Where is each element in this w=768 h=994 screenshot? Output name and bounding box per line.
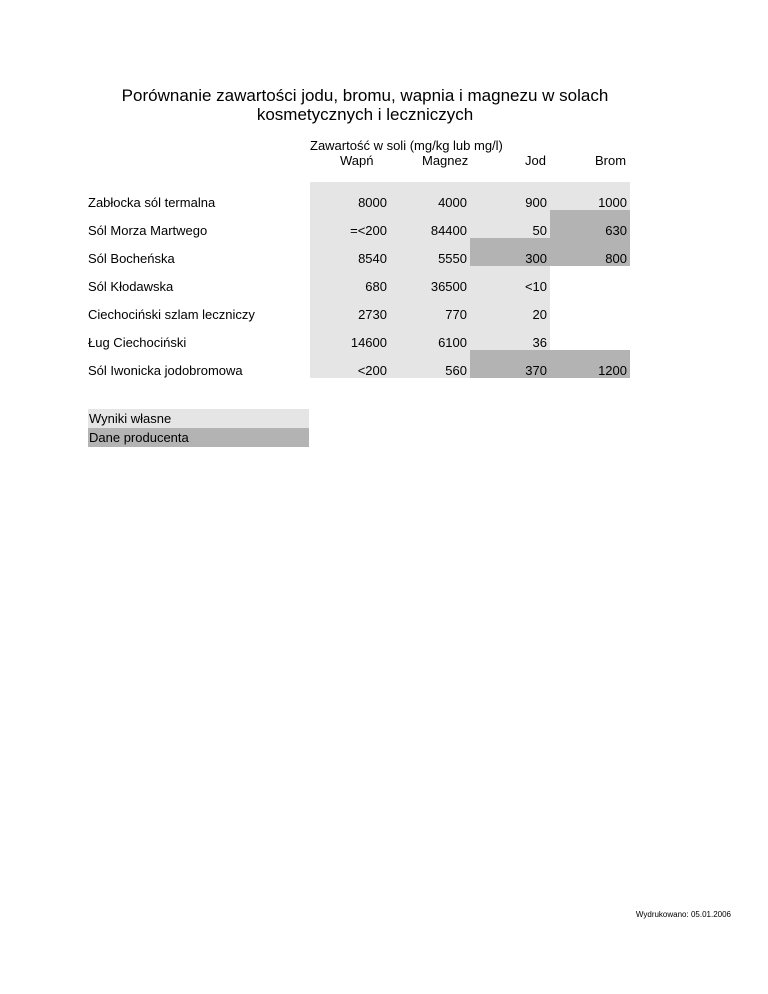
cell-jod: 36 [470, 322, 550, 350]
cell-magnez: 36500 [390, 266, 470, 294]
title-line-2: kosmetycznych i leczniczych [256, 105, 474, 124]
cell-wapn: 680 [310, 266, 390, 294]
cell-wapn: 8000 [310, 182, 390, 210]
cell-magnez: 84400 [390, 210, 470, 238]
cell-magnez: 770 [390, 294, 470, 322]
cell-magnez: 5550 [390, 238, 470, 266]
legend-own-results: Wyniki własne [88, 409, 309, 428]
cell-brom: 630 [550, 210, 630, 238]
document-title [60, 86, 670, 124]
column-header-wapn: Wapń [340, 153, 374, 168]
cell-magnez: 4000 [390, 182, 470, 210]
cell-wapn: =<200 [310, 210, 390, 238]
row-label-morza-martwego: Sól Morza Martwego [88, 223, 208, 238]
row-label-bochenska: Sól Bocheńska [88, 251, 175, 266]
cell-wapn: 2730 [310, 294, 390, 322]
cell-jod: <10 [470, 266, 550, 294]
column-header-brom: Brom [595, 153, 627, 168]
cell-brom: 1200 [550, 350, 630, 378]
cell-brom: 800 [550, 238, 630, 266]
title-line-1: Porównanie zawartości jodu, bromu, wapnia i magnezu w solach [121, 86, 609, 105]
legend-producer-data: Dane producenta [88, 428, 309, 447]
row-label-lug-ciechocinski: Ług Ciechociński [88, 335, 187, 350]
row-label-klodawska: Sól Kłodawska [88, 279, 174, 294]
units-subheader: Zawartość w soli (mg/kg lub mg/l) [310, 138, 503, 153]
cell-wapn: 14600 [310, 322, 390, 350]
cell-magnez: 560 [390, 350, 470, 378]
column-header-jod: Jod [525, 153, 546, 168]
row-label-zablocka: Zabłocka sól termalna [88, 195, 216, 210]
print-date-footer: Wydrukowano: 05.01.2006 [635, 910, 731, 919]
column-header-magnez: Magnez [422, 153, 469, 168]
cell-jod: 20 [470, 294, 550, 322]
cell-jod: 300 [470, 238, 550, 266]
row-label-ciechocinski-szlam: Ciechociński szlam leczniczy [88, 307, 255, 322]
cell-wapn: <200 [310, 350, 390, 378]
cell-jod: 50 [470, 210, 550, 238]
cell-jod: 900 [470, 182, 550, 210]
cell-magnez: 6100 [390, 322, 470, 350]
cell-brom: 1000 [550, 182, 630, 210]
row-label-iwonicka: Sól Iwonicka jodobromowa [88, 363, 243, 378]
cell-wapn: 8540 [310, 238, 390, 266]
cell-jod: 370 [470, 350, 550, 378]
